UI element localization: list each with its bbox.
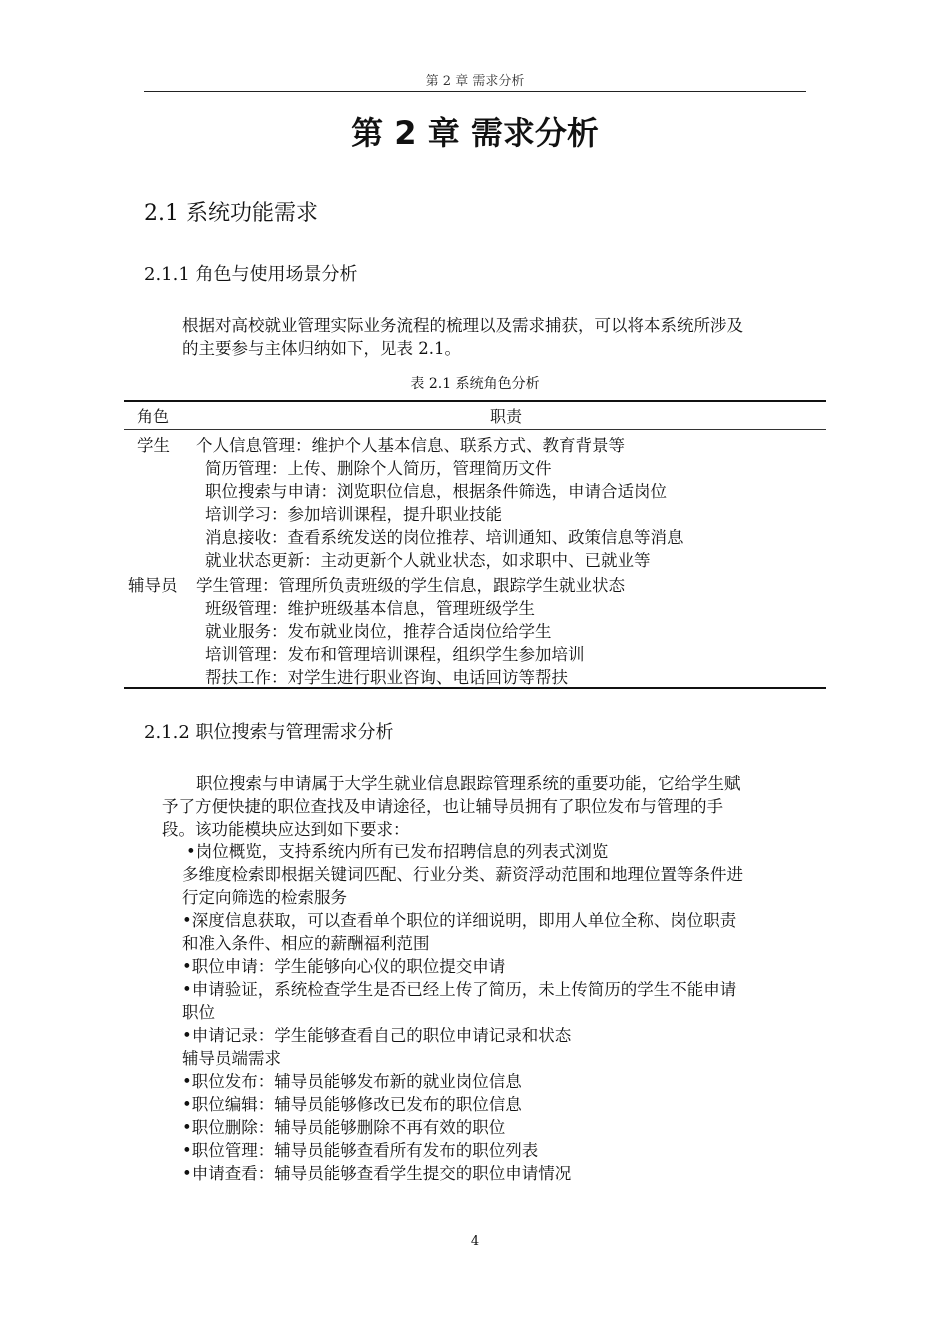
table-header-duty: 职责 xyxy=(490,407,523,426)
table-duty: 学生管理：管理所负责班级的学生信息，跟踪学生就业状态 xyxy=(196,576,625,595)
table-duty: 职位搜索与申请：浏览职位信息，根据条件筛选，申请合适岗位 xyxy=(205,482,667,501)
table-duty: 个人信息管理：维护个人基本信息、联系方式、教育背景等 xyxy=(196,436,625,455)
table-duty: 简历管理：上传、删除个人简历，管理简历文件 xyxy=(205,459,552,478)
list-item: •申请查看：辅导员能够查看学生提交的职位申请情况 xyxy=(182,1164,572,1183)
table-role-counselor: 辅导员 xyxy=(128,576,178,595)
list-item: •申请记录：学生能够查看自己的职位申请记录和状态 xyxy=(182,1026,572,1045)
list-item: •职位删除：辅导员能够删除不再有效的职位 xyxy=(182,1118,506,1137)
list-item: 辅导员端需求 xyxy=(182,1049,281,1068)
section-heading-2-1: 2.1 系统功能需求 xyxy=(144,201,318,226)
table-header-role: 角色 xyxy=(137,407,170,426)
table-duty: 培训学习：参加培训课程，提升职业技能 xyxy=(205,505,502,524)
table-header-rule xyxy=(124,429,826,430)
table-duty: 培训管理：发布和管理培训课程，组织学生参加培训 xyxy=(205,645,585,664)
table-bottom-rule xyxy=(124,687,826,689)
list-item: •申请验证，系统检查学生是否已经上传了简历，未上传简历的学生不能申请 xyxy=(182,980,737,999)
chapter-title: 第 2 章 需求分析 xyxy=(351,114,599,152)
list-item: •职位申请：学生能够向心仪的职位提交申请 xyxy=(182,957,506,976)
section-heading-2-1-2: 2.1.2 职位搜索与管理需求分析 xyxy=(144,722,394,743)
table-duty: 帮扶工作：对学生进行职业咨询、电话回访等帮扶 xyxy=(205,668,568,687)
table-top-rule xyxy=(124,400,826,402)
list-item: •职位管理：辅导员能够查看所有发布的职位列表 xyxy=(182,1141,539,1160)
list-item: 行定向筛选的检索服务 xyxy=(182,888,347,907)
header-rule xyxy=(144,91,806,92)
list-item: 职位 xyxy=(182,1003,215,1022)
table-duty: 班级管理：维护班级基本信息，管理班级学生 xyxy=(205,599,535,618)
paragraph-line-1: 职位搜索与申请属于大学生就业信息跟踪管理系统的重要功能，它给学生赋 xyxy=(196,774,741,793)
list-item: •职位编辑：辅导员能够修改已发布的职位信息 xyxy=(182,1095,522,1114)
paragraph-line-2: 予了方便快捷的职位查找及申请途径，也让辅导员拥有了职位发布与管理的手 xyxy=(162,797,723,816)
table-duty: 就业状态更新：主动更新个人就业状态，如求职中、已就业等 xyxy=(205,551,651,570)
intro-line-1: 根据对高校就业管理实际业务流程的梳理以及需求捕获，可以将本系统所涉及 xyxy=(182,316,743,335)
section-heading-2-1-1: 2.1.1 角色与使用场景分析 xyxy=(144,264,358,285)
running-header: 第 2 章 需求分析 xyxy=(425,74,525,89)
intro-line-2: 的主要参与主体归纳如下，见表 2.1。 xyxy=(182,339,461,358)
paragraph-line-3: 段。该功能模块应达到如下要求： xyxy=(162,820,410,839)
list-item: •职位发布：辅导员能够发布新的就业岗位信息 xyxy=(182,1072,522,1091)
table-duty: 消息接收：查看系统发送的岗位推荐、培训通知、政策信息等消息 xyxy=(205,528,684,547)
table-caption: 表 2.1 系统角色分析 xyxy=(410,376,540,392)
list-item: •岗位概览，支持系统内所有已发布招聘信息的列表式浏览 xyxy=(186,842,609,861)
table-role-student: 学生 xyxy=(137,436,170,455)
list-item: 多维度检索即根据关键词匹配、行业分类、薪资浮动范围和地理位置等条件进 xyxy=(182,865,743,884)
page-number: 4 xyxy=(470,1234,480,1249)
list-item: •深度信息获取，可以查看单个职位的详细说明，即用人单位全称、岗位职责 xyxy=(182,911,737,930)
list-item: 和准入条件、相应的薪酬福利范围 xyxy=(182,934,430,953)
table-duty: 就业服务：发布就业岗位，推荐合适岗位给学生 xyxy=(205,622,552,641)
